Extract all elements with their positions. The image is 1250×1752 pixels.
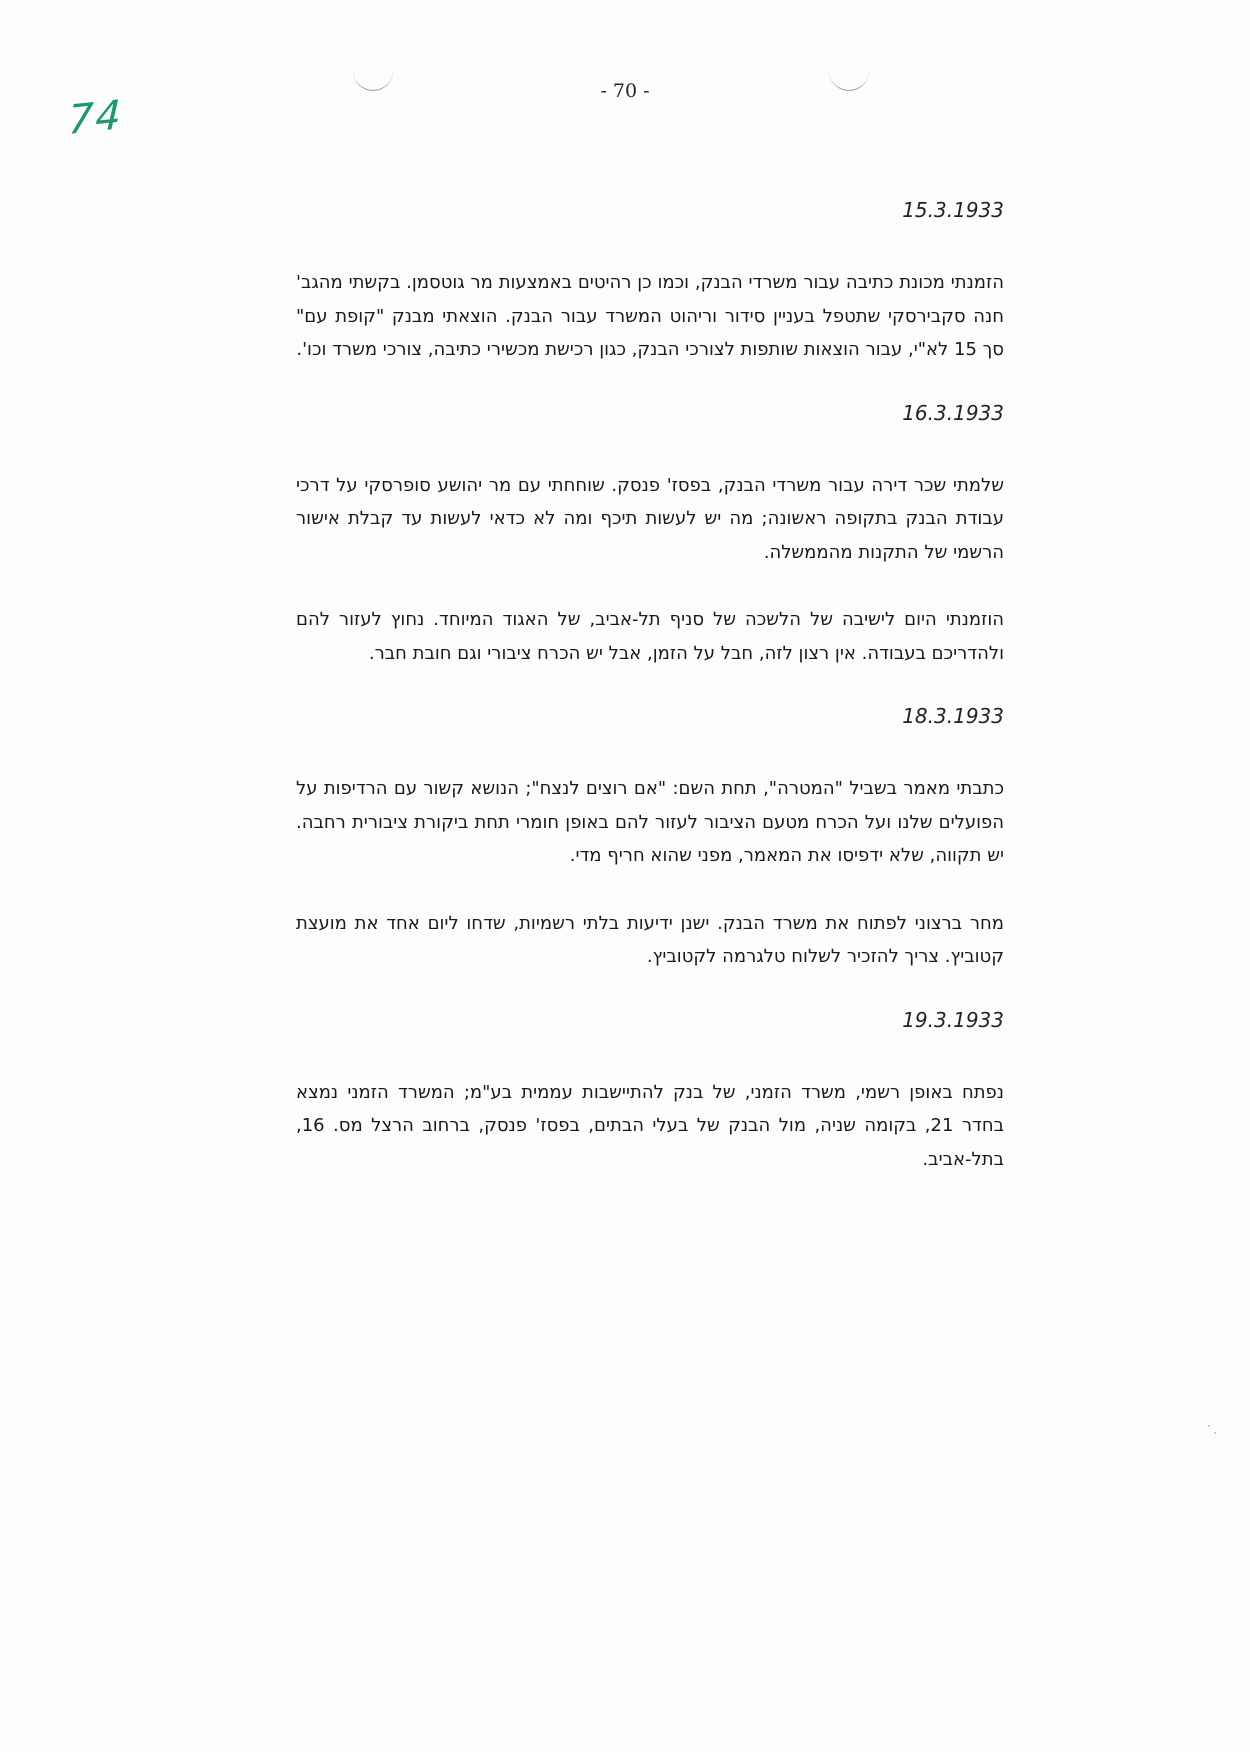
entry-paragraph: נפתח באופן רשמי, משרד הזמני, של בנק להתיישבות עממית בע"מ; המשרד הזמני נמצא בחדר 21, בקומה שניה, מול הבנק של בעלי הבתים, בפסז' פנסק, ברחוב הרצל מס. 16, בתל-אביב. xyxy=(296,1081,1004,1170)
entry-date: 16.3.1933 xyxy=(902,400,1004,425)
entry-paragraph: הוזמנתי היום לישיבה של הלשכה של סניף תל-אביב, של האגוד המיוחד. נחוץ לעזור להם ולהדריכם בעבודה. אין רצון לזה, חבל על הזמן, אבל יש הכרח ציבורי וגם חובת חבר. xyxy=(296,609,1004,664)
handwritten-page-number: 74 xyxy=(67,91,124,145)
entry-paragraph: מחר ברצוני לפתוח את משרד הבנק. ישנן ידיעות בלתי רשמיות, שדחו ליום אחד את מועצת קטוביץ. צריך להזכיר לשלוח טלגרמה לקטוביץ. xyxy=(296,912,1004,967)
entry-paragraph: כתבתי מאמר בשביל "המטרה", תחת השם: "אם רוצים לנצח"; הנושא קשור עם הרדיפות על הפועלים שלנו ועל הכרח מטעם הציבור לעזור להם באופן חומרי תחת ביקורת ציבורית רחבה. יש תקווה, שלא ידפיסו את המאמר, מפני שהוא חריף מדי. xyxy=(296,778,1004,866)
entry-date: 15.3.1933 xyxy=(902,198,1004,222)
diary-content xyxy=(296,198,1004,1176)
entry-paragraph: שלמתי שכר דירה עבור משרדי הבנק, בפסז' פנסק. שוחחתי עם מר יהושע סופרסקי על דרכי עבודת הבנק בתקופה ראשונה; מה יש לעשות תיכף ומה לא כדאי לעשות עד קבלת אישור הרשמי של התקנות מהממשלה. xyxy=(296,474,1004,563)
paper-speck xyxy=(1214,1432,1216,1434)
entry-date: 18.3.1933 xyxy=(902,704,1004,728)
entry-paragraph: הזמנתי מכונת כתיבה עבור משרדי הבנק, וכמו כן רהיטים באמצעות מר גוטסמן. בקשתי מהגב' חנה סקבירסקי שתטפל בעניין סידור וריהוט המשרד עבור הבנק. הוצאתי מבנק "קופת עם" סך 15 לא"י, עבור הוצאות שותפות לצורכי הבנק, כגון רכישת מכשירי כתיבה, צורכי משרד וכו'. xyxy=(296,272,1004,360)
entry-date: 19.3.1933 xyxy=(902,1007,1004,1032)
page-number: - 70 - xyxy=(600,80,650,102)
paper-speck xyxy=(1208,1425,1210,1427)
